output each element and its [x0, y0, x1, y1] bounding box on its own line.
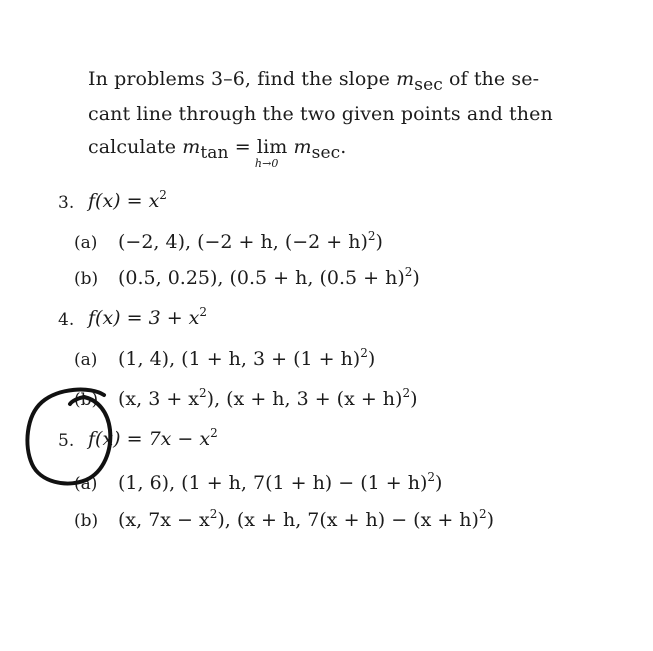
problem-5b-label: (b)	[74, 511, 99, 531]
problem-4a-label: (a)	[74, 350, 98, 370]
problem-5-function: $f(x) = 7x - x^2$	[88, 426, 218, 450]
m-symbol: m	[396, 68, 415, 90]
limit-subscript: h→0	[254, 157, 279, 170]
problem-5a-label: (a)	[74, 474, 98, 494]
problem-3b-label: (b)	[74, 269, 99, 289]
limit-operator: lim h→0	[254, 136, 288, 170]
sec-subscript: sec	[414, 75, 443, 95]
problem-5-number: 5.	[58, 431, 75, 451]
problem-5a-expression: (1, 6), (1 + h, $7(1 + h) - (1 + h)^2$)	[118, 470, 443, 494]
intro-line-2: cant line through the two given points and then	[88, 103, 553, 125]
problem-4a-expression: (1, 4), (1 + h, $3 + (1 + h)^2$)	[118, 346, 376, 370]
problem-4-function: $f(x) = 3 + x^2$	[88, 305, 208, 329]
problem-3a-expression: (−2, 4), (−2 + h, $(-2 + h)^2$)	[118, 229, 383, 253]
tan-subscript: tan	[200, 143, 229, 163]
problem-5b-expression: (x, $7x - x^2$), (x + h, $7(x + h) - (x + h)^2$)	[118, 507, 495, 531]
problem-4-number: 4.	[58, 310, 75, 330]
problem-3-function: $f(x) = x^2$	[88, 188, 167, 212]
problem-3b-expression: (0.5, 0.25), (0.5 + h, $(0.5 + h)^2$)	[118, 265, 420, 289]
problem-4b-label: (b)	[74, 390, 99, 410]
intro-line-1: In problems 3–6, find the slope msec of the se-	[88, 68, 540, 95]
intro-line-3: calculate mtan = lim h→0 msec.	[88, 136, 347, 170]
problem-4b-expression: (x, $3 + x^2$), (x + h, $3 + (x + h)^2$)	[118, 386, 418, 410]
problem-3a-label: (a)	[74, 233, 98, 253]
problem-3-number: 3.	[58, 193, 75, 213]
